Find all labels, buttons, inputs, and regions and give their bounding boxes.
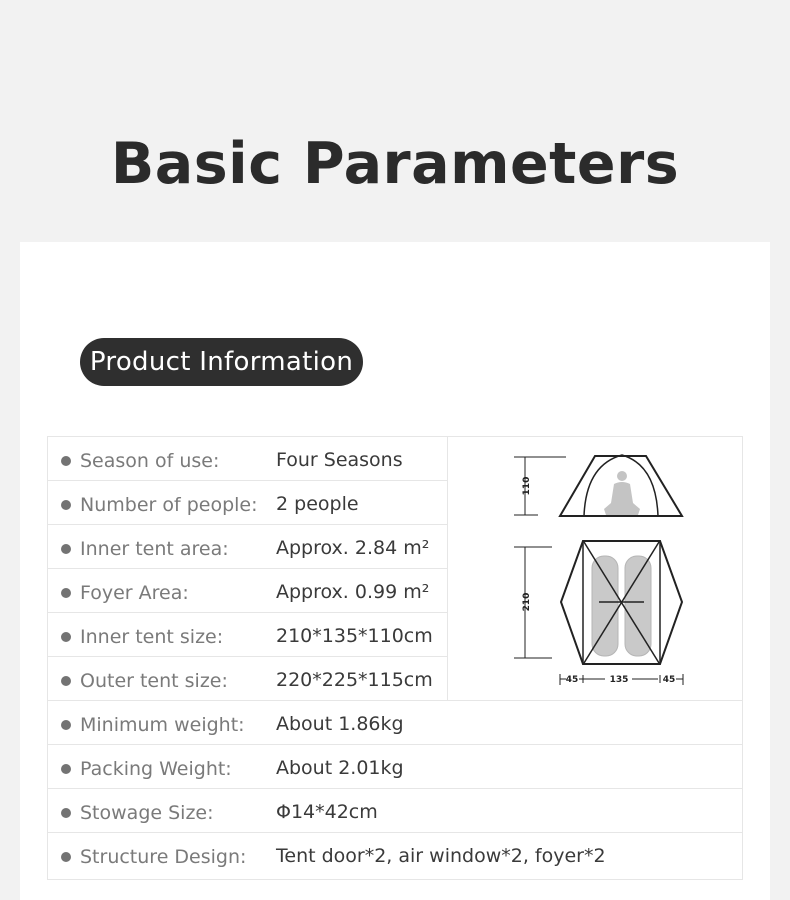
height-label: 110 [522, 476, 532, 496]
bullet-icon [61, 808, 71, 818]
content-card [20, 242, 770, 900]
person-silhouette-icon [604, 471, 640, 515]
row-label: Structure Design: [80, 846, 247, 868]
row-label: Number of people: [80, 494, 258, 516]
row-value: Tent door*2, air window*2, foyer*2 [276, 845, 606, 867]
table-row [48, 569, 447, 613]
page-title: Basic Parameters [110, 131, 680, 197]
row-label: Stowage Size: [80, 802, 214, 824]
row-label: Outer tent size: [80, 670, 228, 692]
bullet-icon [61, 676, 71, 686]
width-label: 135 [609, 675, 629, 685]
row-value: About 2.01kg [276, 757, 404, 779]
bullet-icon [61, 632, 71, 642]
row-value: Four Seasons [276, 449, 403, 471]
bullet-icon [61, 764, 71, 774]
table-row [48, 701, 742, 745]
tent-diagram [447, 437, 742, 701]
row-value: 2 people [276, 493, 359, 515]
row-label: Inner tent area: [80, 538, 229, 560]
length-label: 210 [522, 592, 532, 612]
bullet-icon [61, 852, 71, 862]
row-label: Season of use: [80, 450, 220, 472]
bullet-icon [61, 544, 71, 554]
table-row [48, 481, 447, 525]
bullet-icon [61, 588, 71, 598]
tent-diagram-svg [448, 437, 743, 701]
table-row [48, 525, 447, 569]
row-value: Approx. 2.84 m² [276, 537, 430, 559]
foyer-right-label: 45 [662, 675, 676, 685]
table-row [48, 833, 742, 877]
parameters-table [47, 436, 743, 880]
bullet-icon [61, 456, 71, 466]
sleeping-bag-icon [592, 556, 651, 656]
foyer-left-label: 45 [565, 675, 579, 685]
row-value: Φ14*42cm [276, 801, 378, 823]
table-row [48, 789, 742, 833]
section-label: Product Information [80, 338, 363, 386]
row-label: Inner tent size: [80, 626, 224, 648]
table-row [48, 657, 447, 701]
bullet-icon [61, 500, 71, 510]
row-label: Foyer Area: [80, 582, 189, 604]
row-value: Approx. 0.99 m² [276, 581, 430, 603]
table-row [48, 437, 447, 481]
row-value: 220*225*115cm [276, 669, 433, 691]
tent-side-view [514, 455, 682, 516]
bullet-icon [61, 720, 71, 730]
row-label: Minimum weight: [80, 714, 245, 736]
row-label: Packing Weight: [80, 758, 232, 780]
row-value: About 1.86kg [276, 713, 404, 735]
tent-top-view [514, 541, 683, 685]
table-row [48, 613, 447, 657]
row-value: 210*135*110cm [276, 625, 433, 647]
table-row [48, 745, 742, 789]
